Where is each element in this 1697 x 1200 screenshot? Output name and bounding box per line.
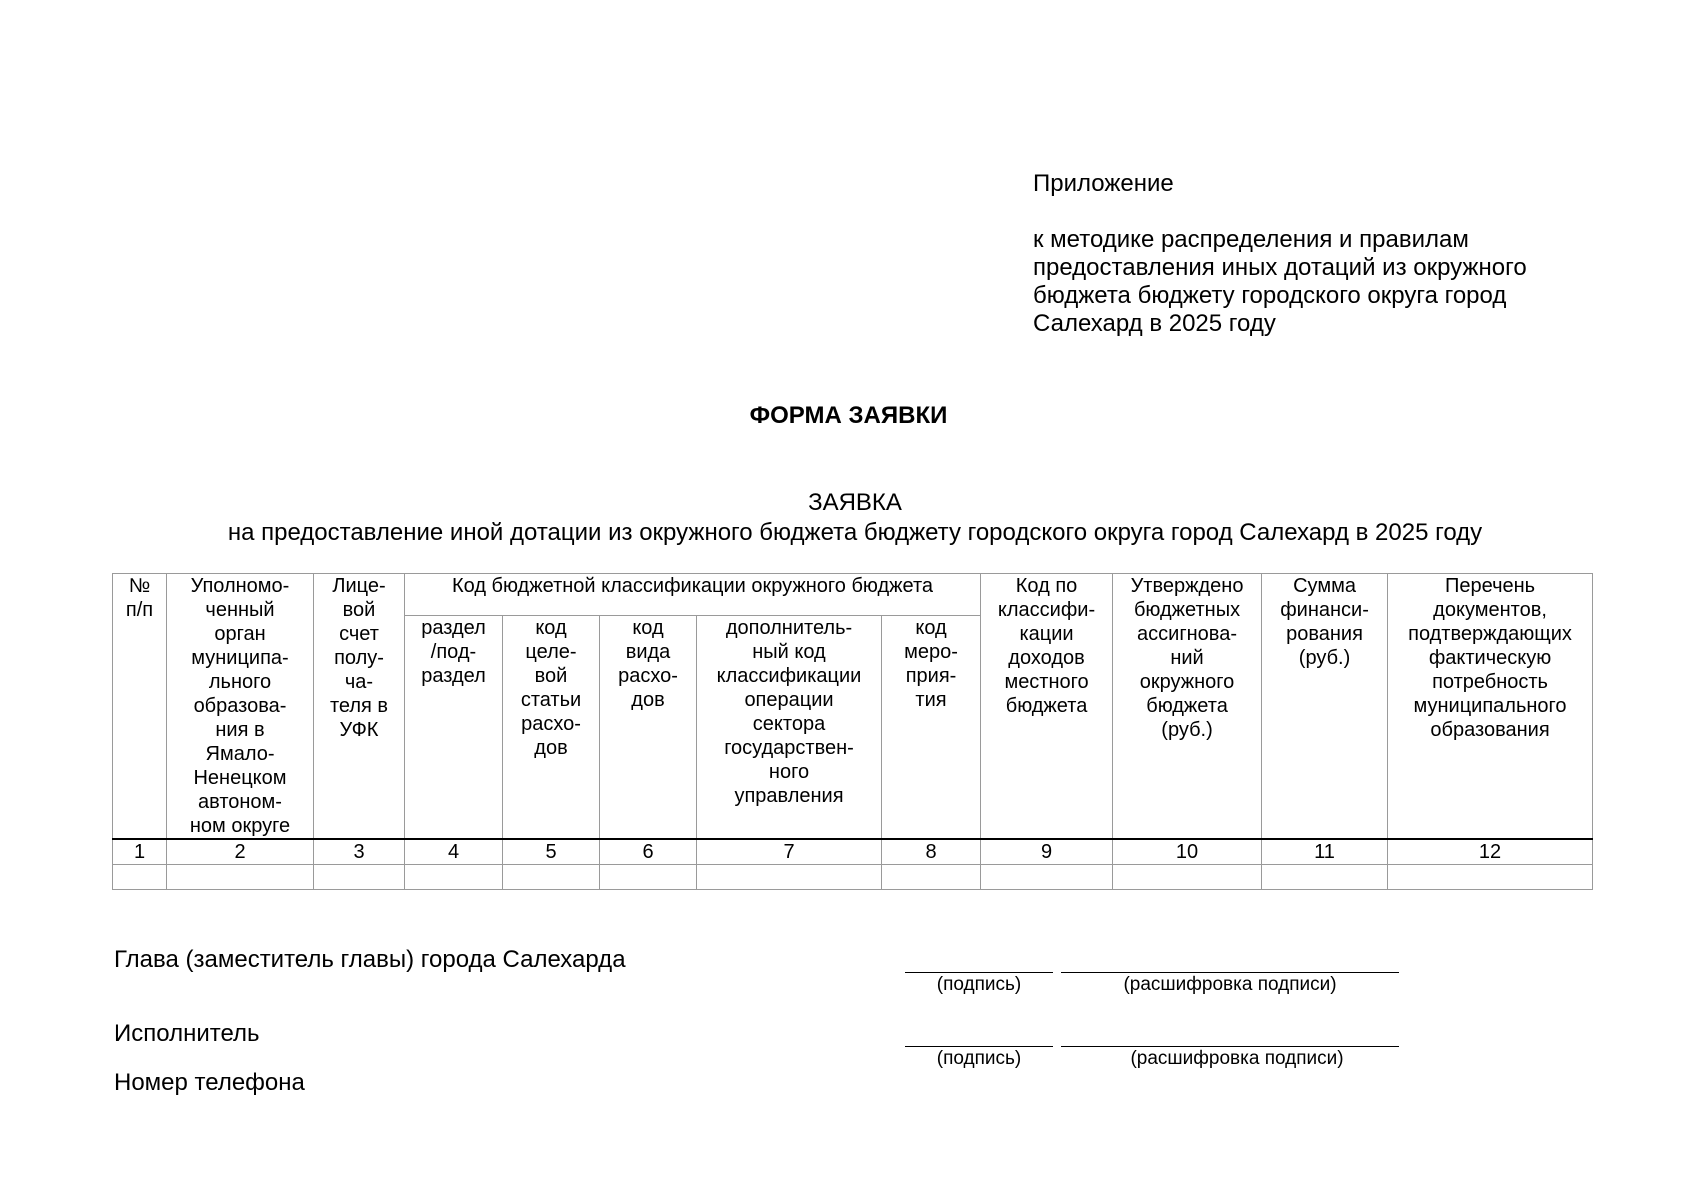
table-row (113, 865, 1593, 890)
appendix-title: Приложение (1033, 170, 1174, 197)
head-decode-caption: (расшифровка подписи) (1123, 974, 1337, 995)
appendix-line: Салехард в 2025 году (1033, 310, 1276, 337)
request-subheading: на предоставление иной дотации из окружного бюджета бюджету городского округа город Салехард в 2025 году (227, 519, 1483, 546)
header-section: раздел /под- раздел (405, 616, 503, 840)
appendix-line: предоставления иных дотаций из окружного (1033, 254, 1527, 281)
column-number: 11 (1262, 839, 1388, 865)
head-decode-line[interactable] (1061, 972, 1399, 973)
head-label: Глава (заместитель главы) города Салехарда (114, 946, 626, 973)
column-number: 9 (981, 839, 1113, 865)
header-financing-amount: Сумма финанси- рования (руб.) (1262, 574, 1388, 840)
executor-label: Исполнитель (114, 1020, 260, 1047)
phone-label: Номер телефона (114, 1069, 305, 1096)
column-number: 8 (882, 839, 981, 865)
column-number: 2 (167, 839, 314, 865)
table-cell[interactable] (1388, 865, 1593, 890)
header-additional-code: дополнитель- ный код классификации операции сектора государствен- ного управления (697, 616, 882, 840)
executor-decode-line[interactable] (1061, 1046, 1399, 1047)
head-signature-caption: (подпись) (936, 974, 1022, 995)
appendix-block (1033, 170, 1633, 338)
column-number: 12 (1388, 839, 1593, 865)
header-document-list: Перечень документов, подтверждающих фактическую потребность муниципального образования (1388, 574, 1593, 840)
executor-signature-line[interactable] (905, 1046, 1053, 1047)
head-signature-line[interactable] (905, 972, 1053, 973)
form-title: ФОРМА ЗАЯВКИ (749, 402, 948, 429)
column-number: 10 (1113, 839, 1262, 865)
table-cell[interactable] (882, 865, 981, 890)
request-table (112, 573, 1593, 890)
header-personal-account: Лице- вой счет полу- ча- теля в УФК (314, 574, 405, 840)
table-cell[interactable] (113, 865, 167, 890)
header-event-code: код меро- прия- тия (882, 616, 981, 840)
table-cell[interactable] (697, 865, 882, 890)
header-number: № п/п (113, 574, 167, 840)
table-cell[interactable] (981, 865, 1113, 890)
request-heading-block (0, 488, 1697, 548)
table-cell[interactable] (314, 865, 405, 890)
column-number: 5 (503, 839, 600, 865)
header-expense-type: код вида расхо- дов (600, 616, 697, 840)
executor-decode-caption: (расшифровка подписи) (1130, 1048, 1344, 1069)
column-number: 1 (113, 839, 167, 865)
table-cell[interactable] (1262, 865, 1388, 890)
table-cell[interactable] (600, 865, 697, 890)
header-income-code: Код по классифи- кации доходов местного бюджета (981, 574, 1113, 840)
table-cell[interactable] (1113, 865, 1262, 890)
request-heading: ЗАЯВКА (808, 489, 902, 516)
executor-signature-caption: (подпись) (936, 1048, 1022, 1069)
table-cell[interactable] (503, 865, 600, 890)
column-number: 7 (697, 839, 882, 865)
column-number: 6 (600, 839, 697, 865)
column-number: 3 (314, 839, 405, 865)
table-cell[interactable] (167, 865, 314, 890)
table-cell[interactable] (405, 865, 503, 890)
column-number: 4 (405, 839, 503, 865)
appendix-line: к методике распределения и правилам (1033, 226, 1469, 253)
header-authorized-body: Уполномо- ченный орган муниципа- льного образова- ния в Ямало- Ненецком автоном- ном округе (167, 574, 314, 840)
appendix-line: бюджета бюджету городского округа город (1033, 282, 1507, 309)
header-budget-classification: Код бюджетной классификации окружного бюджета (405, 574, 981, 616)
header-approved-allocations: Утверждено бюджетных ассигнова- ний окружного бюджета (руб.) (1113, 574, 1262, 840)
header-target-article: код целе- вой статьи расхо- дов (503, 616, 600, 840)
